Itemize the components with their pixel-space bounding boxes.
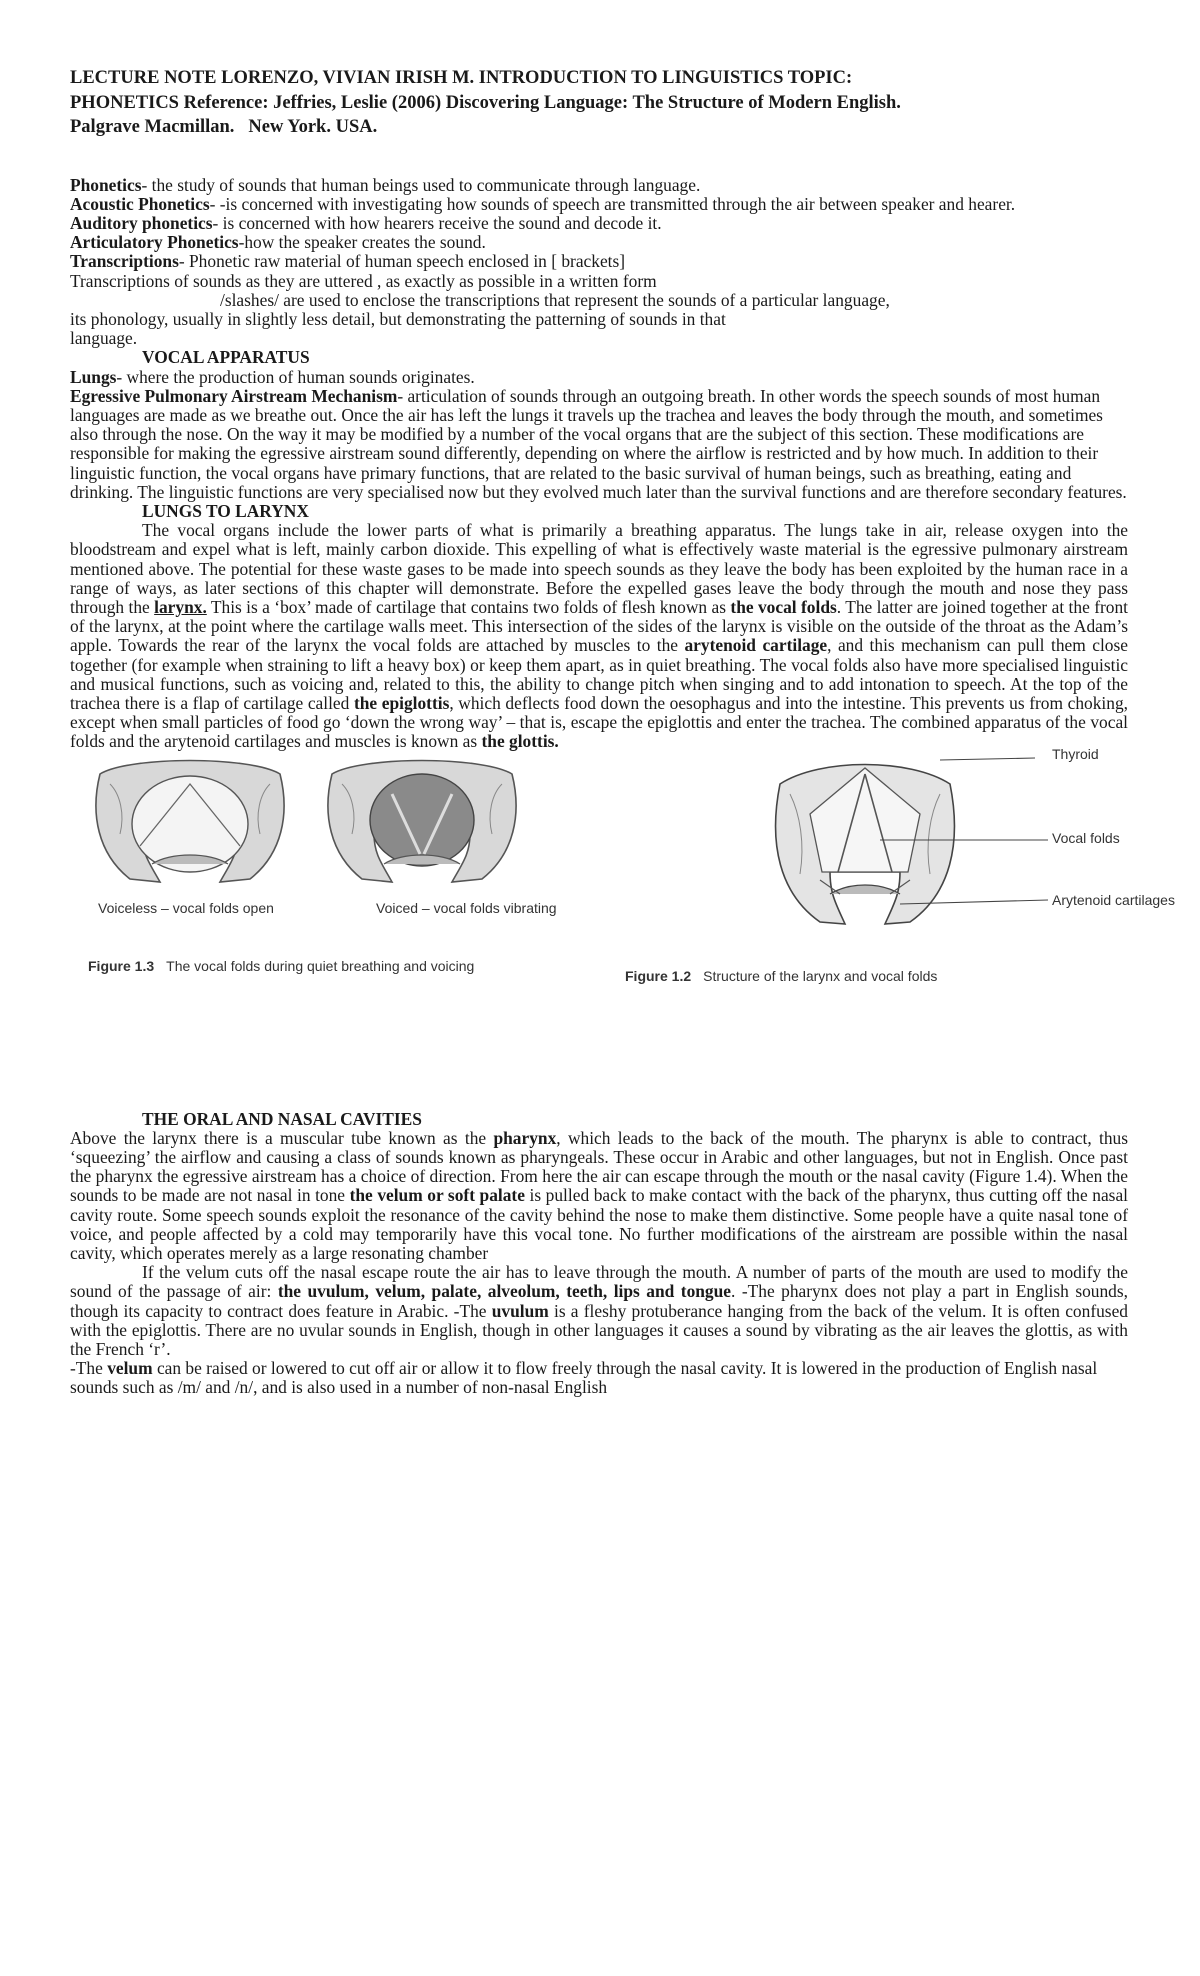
term-lungs: Lungs xyxy=(70,366,117,387)
term-mouth-parts: the uvulum, velum, palate, alveolum, teeth, lips and tongue xyxy=(277,1281,732,1302)
definition-lungs: Lungs- where the production of human sounds originates. xyxy=(70,366,475,387)
heading-lungs-to-larynx: LUNGS TO LARYNX xyxy=(142,500,309,521)
figures-area xyxy=(70,745,1175,1054)
title-line-2: PHONETICS Reference: Jeffries, Leslie (2006) Discovering Language: The Structure of Modern English. xyxy=(70,92,901,113)
definition-auditory-phonetics: Auditory phonetics- is concerned with how hearers receive the sound and decode it. xyxy=(70,212,662,233)
figure-1-2-caption: Figure 1.2 Structure of the larynx and vocal folds xyxy=(625,967,938,984)
figure-1-3-caption: Figure 1.3 The vocal folds during quiet breathing and voicing xyxy=(88,957,475,974)
term-velum: velum xyxy=(107,1358,153,1379)
figure-1-3-number: Figure 1.3 xyxy=(88,957,155,974)
term-uvulum: uvulum xyxy=(491,1300,549,1321)
definition-egressive-airstream: Egressive Pulmonary Airstream Mechanism- articulation of sounds through an outgoing breath. In other words the speech sounds of most human languages are made as we breathe out. Once the air has left the lungs it travels up the trachea and leaves the body through the mouth, and sometimes also through the nose. On the way it may be modified by a number of the vocal organs that are the subject of this section. These modifications are responsible for making the egressive airstream sound differently, depending on where the airflow is restricted and by how much. In addition to their linguistic function, the vocal organs have primary functions, that are related to the basic survival of human beings, such as breathing, eating and drinking. The linguistic functions are very specialised now but they evolved much later than the survival functions and are therefore secondary features. xyxy=(70,385,1127,502)
term-larynx: larynx. xyxy=(154,596,207,617)
term-phonetics: Phonetics xyxy=(70,174,142,195)
document-title xyxy=(70,66,1128,140)
language-line: language. xyxy=(70,328,138,349)
definitions-section xyxy=(70,176,1128,752)
voiced-label: Voiced – vocal folds vibrating xyxy=(376,899,557,916)
oral-nasal-section xyxy=(70,1110,1128,1398)
paragraph-lungs-to-larynx: The vocal organs include the lower parts of what is primarily a breathing apparatus. The lungs take in air, release oxygen into the bloodstream and expel what is left, mainly carbon dioxide. This expelling of what is effectively waste material is the egressive pulmonary airstream mentioned above. The potential for these waste gases to be made into speech sounds as they leave the body has been exploited by the human race in a range of ways, as later sections of this chapter will demonstrate. Before the expelled gases leave the body through the mouth and nose they pass through the larynx. This is a ‘box’ made of cartilage that contains two folds of flesh known as the vocal folds. The latter are joined together at the front of the larynx, at the point where the cartilage walls meet. This intersection of the sides of the larynx is visible on the outside of the throat as the Adam’s apple. Towards the rear of the larynx the vocal folds are attached by muscles to the arytenoid cartilage, and this mechanism can pull them close together (for example when straining to lift a heavy box) or keep them apart, as in quiet breathing. The vocal folds also have more specialised linguistic and musical functions, such as voicing and, related to this, the ability to change pitch when singing and to add intonation to speech. At the top of the trachea there is a flap of cartilage called the epiglottis, which deflects food down the oesophagus and into the intestine. This prevents us from choking, except when small particles of food go ‘down the wrong way’ – that is, escape the epiglottis and enter the trachea. The combined apparatus of the vocal folds and the arytenoid cartilages and muscles is known as the glottis. xyxy=(70,520,1128,752)
heading-oral-nasal-cavities: THE ORAL AND NASAL CAVITIES xyxy=(142,1108,422,1129)
term-auditory-phonetics: Auditory phonetics xyxy=(70,212,213,233)
term-vocal-folds: the vocal folds xyxy=(730,596,837,617)
term-glottis: the glottis. xyxy=(481,731,559,752)
document-page xyxy=(70,66,1175,1398)
vocal-folds-label: Vocal folds xyxy=(1052,829,1120,846)
definition-phonetics: Phonetics- the study of sounds that human beings used to communicate through language. xyxy=(70,174,701,195)
term-egressive-airstream: Egressive Pulmonary Airstream Mechanism xyxy=(70,385,398,406)
arytenoid-cartilages-label: Arytenoid cartilages xyxy=(1052,891,1175,908)
title-line-1: LECTURE NOTE LORENZO, VIVIAN IRISH M. INTRODUCTION TO LINGUISTICS TOPIC: xyxy=(70,68,853,88)
term-articulatory-phonetics: Articulatory Phonetics xyxy=(70,232,239,253)
figure-1-2-number: Figure 1.2 xyxy=(625,967,692,984)
paragraph-mouth-parts: If the velum cuts off the nasal escape route the air has to leave through the mouth. A number of parts of the mouth are used to modify the sound of the passage of air: the uvulum, velum, palate, alveolum, teeth, lips and tongue. -The pharynx does not play a part in English sounds, though its capacity to contract does feature in Arabic. -The uvulum is a fleshy protuberance hanging from the back of the velum. It is often confused with the epiglottis. There are no uvular sounds in English, though in other languages it causes a sound by vibrating as the air leaves the glottis, as with the French ‘r’. xyxy=(70,1262,1128,1360)
paragraph-velum: -The velum can be raised or lowered to cut off air or allow it to flow freely through the nasal cavity. It is lowered in the production of English nasal sounds such as /m/ and /n/, and is also used in a number of non-nasal English xyxy=(70,1358,1098,1398)
term-velum-soft-palate: the velum or soft palate xyxy=(349,1185,525,1206)
voiceless-larynx-image xyxy=(80,754,300,894)
phonology-line: its phonology, usually in slightly less detail, but demonstrating the patterning of sounds in that xyxy=(70,308,726,329)
term-pharynx: pharynx xyxy=(493,1127,557,1148)
definition-acoustic-phonetics: Acoustic Phonetics- -is concerned with investigating how sounds of speech are transmitted through the air between speaker and hearer. xyxy=(70,193,1016,214)
definition-transcriptions: Transcriptions- Phonetic raw material of human speech enclosed in [ brackets] xyxy=(70,251,626,272)
heading-vocal-apparatus: VOCAL APPARATUS xyxy=(142,347,310,368)
slashes-line: /slashes/ are used to enclose the transcriptions that represent the sounds of a particular language, xyxy=(220,289,890,310)
term-arytenoid-cartilage: arytenoid cartilage xyxy=(684,635,828,656)
definition-articulatory-phonetics: Articulatory Phonetics-how the speaker creates the sound. xyxy=(70,232,486,253)
voiced-larynx-image xyxy=(312,754,532,894)
voiceless-label: Voiceless – vocal folds open xyxy=(98,899,274,916)
annotation-leader-lines xyxy=(870,754,1070,934)
thyroid-label: Thyroid xyxy=(1052,745,1099,762)
paragraph-pharynx: Above the larynx there is a muscular tube known as the pharynx, which leads to the back of the mouth. The pharynx is able to contract, thus ‘squeezing’ the airflow and causing a class of sounds known as pharyngeals. These occur in Arabic and other languages, but not in English. Once past the pharynx the egressive airstream has a choice of direction. From here the air can escape through the mouth or the nasal cavity (Figure 1.4). When the sounds to be made are not nasal in tone the velum or soft palate is pulled back to make contact with the back of the pharynx, thus cutting off the nasal cavity route. Some speech sounds exploit the resonance of the cavity behind the nose to make them distinctive. Some people have a quite nasal tone of voice, and people affected by a cold may temporarily have this vocal tone. No further modifications of the airstream are possible within the nasal cavity, which operates merely as a large resonating chamber xyxy=(70,1127,1128,1264)
transcriptions-line: Transcriptions of sounds as they are uttered , as exactly as possible in a written form xyxy=(70,270,657,291)
term-acoustic-phonetics: Acoustic Phonetics xyxy=(70,193,210,214)
title-line-3 xyxy=(70,115,1128,140)
publisher-location: New York. USA. xyxy=(248,117,378,137)
term-transcriptions: Transcriptions xyxy=(70,251,179,272)
term-epiglottis: the epiglottis xyxy=(353,692,450,713)
publisher: Palgrave Macmillan. xyxy=(70,117,235,137)
